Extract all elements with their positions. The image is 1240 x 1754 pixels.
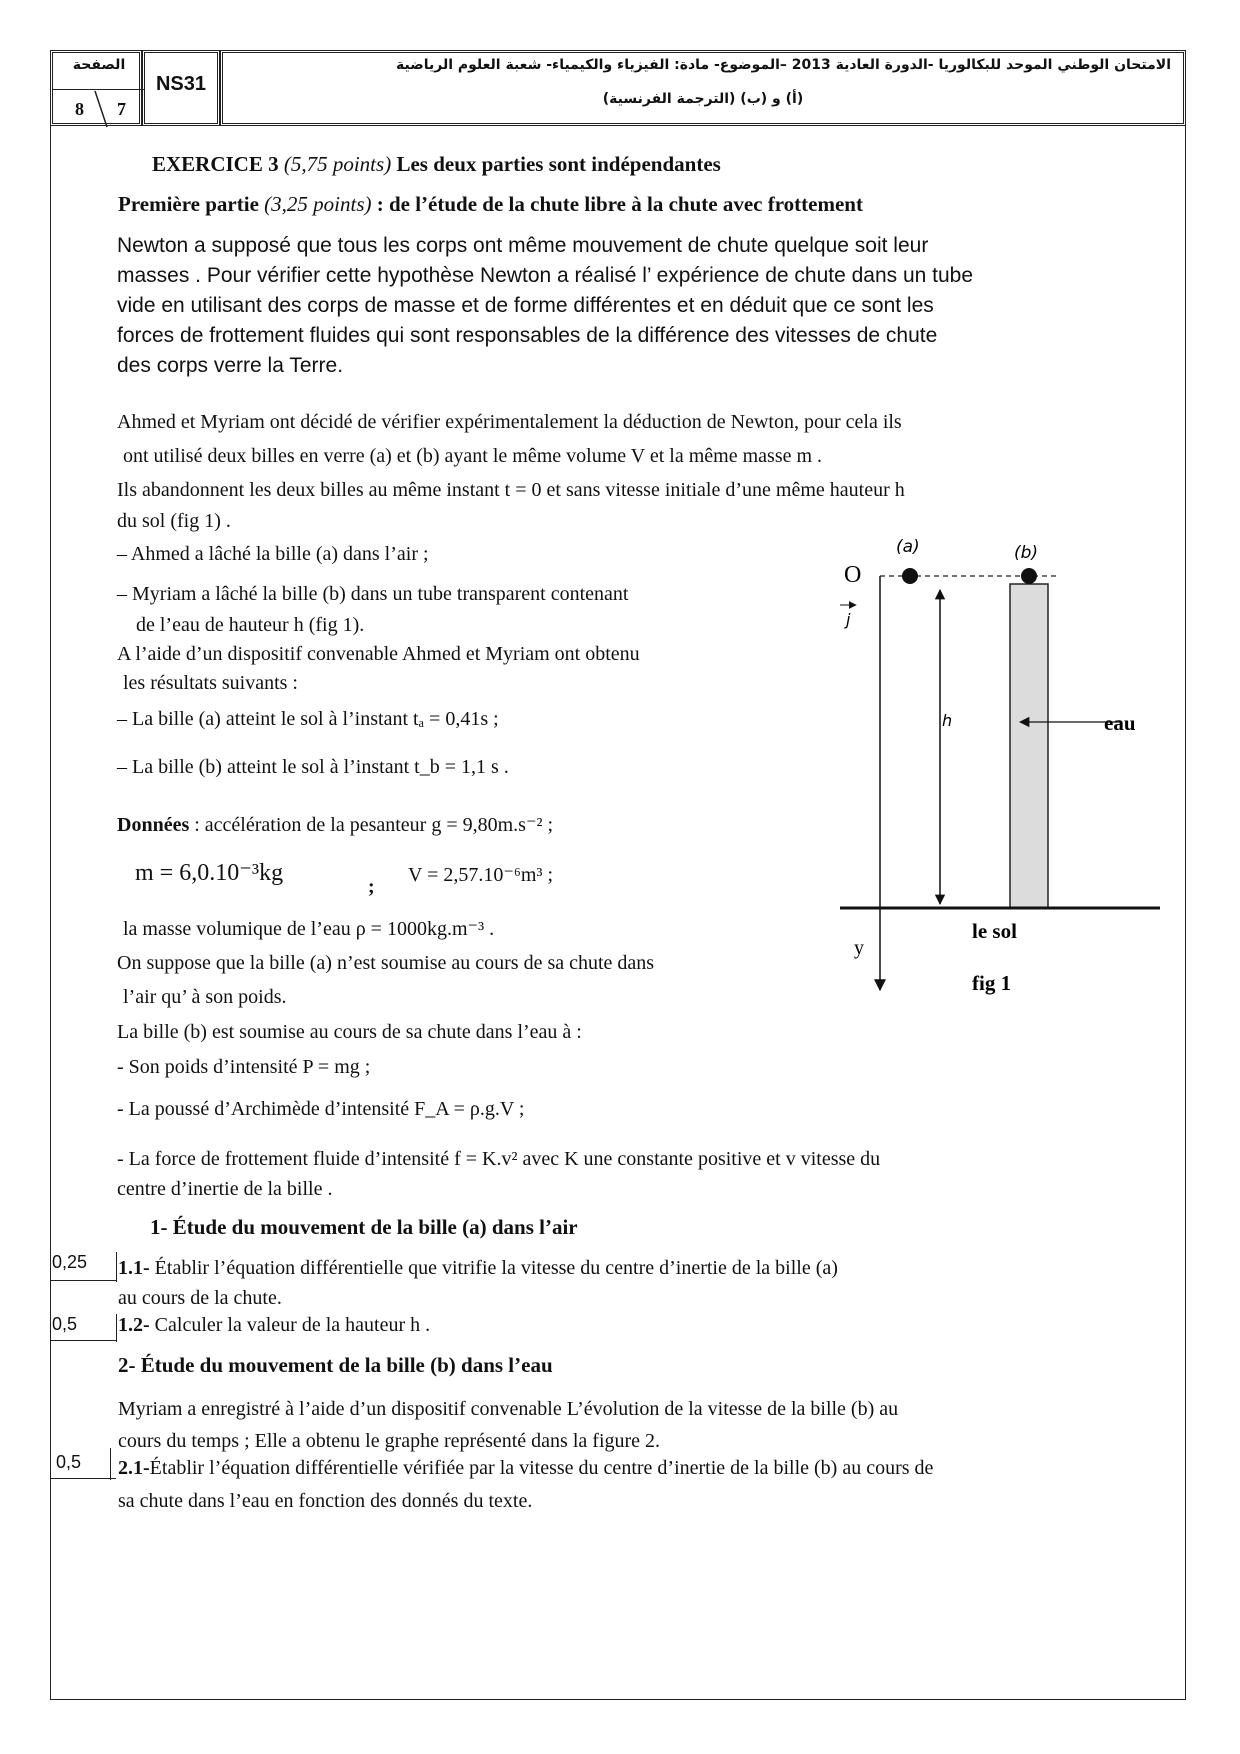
section2-para-1: Myriam a enregistré à l’aide d’un dispositif convenable L’évolution de la vitesse de la bille (b) au [118,1398,899,1420]
label-a: (a) [896,537,920,557]
force-friction-2: centre d’inertie de la bille . [117,1178,333,1200]
result-bille-a: – La bille (a) atteint le sol à l’instant tₐ = 0,41s ; [117,708,499,730]
question-1-2: 1.2- Calculer la valeur de la hauteur h . [118,1314,431,1336]
para1-line2: ont utilisé deux billes en verre (a) et (b) ayant le même volume V et la même masse m . [123,445,823,467]
donnees-line: Données : accélération de la pesanteur g = 9,80m.s⁻² ; [117,814,554,836]
score-q12: 0,5 [52,1314,78,1334]
ball-a [902,568,918,584]
results-line1: A l’aide d’un dispositif convenable Ahmed et Myriam ont obtenu [117,643,640,665]
page-total: 8 [75,99,84,119]
force-friction-1: - La force de frottement fluide d’intensité f = K.v² avec K une constante positive et v vitesse du [117,1148,881,1170]
intro-line-5: des corps verre la Terre. [117,354,344,377]
exam-title-line1: الامتحان الوطني الموحد للبكالوريا -الدورة العادية 2013 –الموضوع- مادة: الفيزياء والكيمياء- شعبة العلوم الرياضية [396,57,1171,73]
intro-line-1: Newton a supposé que tous les corps ont même mouvement de chute quelque soit leur [117,234,929,257]
bullet-ahmed: – Ahmed a lâché la bille (a) dans l’air ; [117,543,429,565]
intro-line-3: vide en utilisant des corps de masse et de forme différentes et en déduit que ce sont les [117,294,934,317]
question-2-1: 2.1-Établir l’équation différentielle vérifiée par la vitesse du centre d’inertie de la bille (b) au cours de [118,1457,934,1479]
forces-intro: La bille (b) est soumise au cours de sa chute dans l’eau à : [117,1021,582,1043]
question-1-1: 1.1- Établir l’équation différentielle que vitrifie la vitesse du centre d’inertie de la bille (a) [118,1257,838,1279]
result-bille-b: – La bille (b) atteint le sol à l’instant t_b = 1,1 s . [117,756,509,778]
section1-title: 1- Étude du mouvement de la bille (a) dans l’air [150,1215,578,1239]
score-q11: 0,25 [52,1252,88,1272]
suppose-line2: l’air qu’ à son poids. [123,986,287,1008]
exam-code-box [142,50,220,126]
results-line2: les résultats suivants : [123,672,298,694]
data-volume: V = 2,57.10⁻⁶m³ ; [408,864,553,886]
exam-header [50,50,1186,126]
intro-line-4: forces de frottement fluides qui sont responsables de la différence des vitesses de chute [117,324,938,347]
force-archimede: - La poussé d’Archimède d’intensité F_A = ρ.g.V ; [117,1098,525,1120]
suppose-line1: On suppose que la bille (a) n’est soumise au cours de sa chute dans [117,952,655,974]
ball-b [1021,568,1037,584]
force-weight: - Son poids d’intensité P = mg ; [117,1056,371,1078]
label-ground: le sol [972,919,1017,943]
page-label: الصفحة [72,57,126,73]
data-density: la masse volumique de l’eau ρ = 1000kg.m⁻³ . [123,918,495,940]
figure-caption: fig 1 [972,971,1012,995]
exam-code: NS31 [155,73,207,95]
score-q21: 0,5 [56,1452,82,1472]
label-origin: O [844,562,862,588]
intro-line-2: masses . Pour vérifier cette hypothèse Newton a réalisé l’ expérience de chute dans un tube [117,264,974,287]
exam-title-box [220,50,1186,126]
section2-title: 2- Étude du mouvement de la bille (b) dans l’eau [118,1353,553,1377]
bullet-myriam-2: de l’eau de hauteur h (fig 1). [136,614,365,636]
exercise-title: EXERCICE 3 (5,75 points) Les deux parties sont indépendantes [152,152,721,176]
page-number-box [50,50,142,126]
label-unit-vector: j [846,610,851,629]
question-2-1-cont: sa chute dans l’eau en fonction des donnés du texte. [118,1490,533,1512]
label-water: eau [1104,711,1136,735]
para2-line2: du sol (fig 1) . [117,510,231,532]
bullet-myriam-1: – Myriam a lâché la bille (b) dans un tube transparent contenant [117,583,629,605]
label-y-axis: y [854,937,864,959]
data-mass: m = 6,0.10⁻³kg [135,860,284,886]
question-1-1-cont: au cours de la chute. [118,1287,282,1309]
para2-line1: Ils abandonnent les deux billes au même instant t = 0 et sans vitesse initiale d’une même hauteur h [117,479,905,501]
page-current: 7 [117,99,126,119]
para1-line1: Ahmed et Myriam ont décidé de vérifier expérimentalement la déduction de Newton, pour cela ils [117,411,902,433]
data-separator: ; [368,876,375,898]
label-b: (b) [1014,543,1039,563]
section2-para-2: cours du temps ; Elle a obtenu le graphe représenté dans la figure 2. [118,1430,661,1452]
label-height: h [942,711,953,730]
exam-title-line2: (أ) و (ب) (الترجمة الفرنسية) [602,91,804,107]
figure-1 [830,530,1170,1000]
part1-title: Première partie (3,25 points) : de l’étude de la chute libre à la chute avec frottement [118,192,863,216]
water-tube [1010,584,1048,908]
page-divider-slash [53,89,145,129]
